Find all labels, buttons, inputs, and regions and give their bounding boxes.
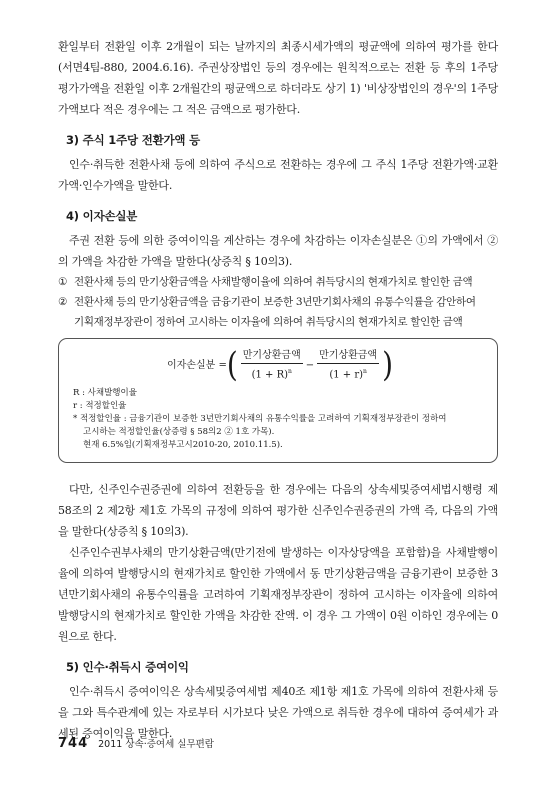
paragraph-warrant: 다만, 신주인수권증권에 의하여 전환등을 한 경우에는 다음의 상속세및증여세법시행령 제58조의 2 제2항 제1호 가목의 규정에 의하여 평가한 신주인수권증권의 가액 즉, 다음의 가액을 말한다(상증칙 § 10의3).: [58, 483, 498, 539]
definition-r: r : 적정할인율: [73, 401, 127, 412]
formula-fraction-1: [241, 349, 303, 381]
formula-fraction-2: [317, 349, 379, 381]
formula-numerator: 만기상환금액: [241, 349, 303, 364]
page-number: 744: [58, 736, 89, 751]
paragraph-conversion-price: 인수·취득한 전환사채 등에 의하여 주식으로 전환하는 경우에 그 주식 1주당 전환가액·교환가액·인수가액을 말한다.: [58, 158, 498, 192]
heading-3: 3) 주식 1주당 전환가액 등: [66, 133, 201, 147]
formula-open-paren: (: [226, 344, 238, 385]
footnote-line-2: 고시하는 적정할인율(상증령 § 58의2 ② 1호 가목).: [83, 427, 275, 438]
interest-loss-list: [58, 272, 498, 332]
page-body: [58, 36, 498, 744]
paragraph-bond-with-warrant: 신주인수권부사채의 만기상환금액(만기전에 발생하는 이자상당액을 포함함)을 사채발행이율에 의하여 발행당시의 현재가치로 할인한 가액에서 동 만기상환금액을 금융기관이 보증한 3년만기회사채의 유통수익률을 고려하여 기획재정부장관이 정하여 고시하는 이자율에 의하여 발행당시의 현재가치로 할인한 가액을 차감한 잔액. 이 경우 그 가액이 0원 이하인 경우에는 0원으로 한다.: [58, 546, 498, 644]
interest-loss-formula: [73, 344, 487, 385]
list-item-text: 전환사채 등의 만기상환금액을 사채발행이율에 의하여 취득당시의 현재가치로 할인한 금액: [74, 276, 473, 288]
formula-denominator: $(1 + r)^n$: [329, 368, 367, 381]
paragraph-interest-loss: 주권 전환 등에 의한 증여이익을 계산하는 경우에 차감하는 이자손실분은 ①의 가액에서 ②의 가액을 차감한 가액을 말한다(상증칙 § 10의3).: [58, 234, 498, 268]
list-item: [58, 272, 498, 292]
paragraph-acquisition-gain: 인수·취득시 증여이익은 상속세및증여세법 제40조 제1항 제1호 가목에 의하여 전환사채 등을 그와 특수관계에 있는 자로부터 시가보다 낮은 가액으로 취득한 경우에 대하여 증여세가 과세된 증여이익을 말한다.: [58, 685, 498, 741]
paragraph-intro: 환일부터 전환일 이후 2개월이 되는 날까지의 최종시세가액의 평균액에 의하여 평가를 한다(서면4팀-880, 2004.6.16). 주권상장법인 등의 경우에는 원칙적으로는 전환 등 후의 1주당 평가가액을 전환일 이후 2개월간의 평균액으로 하더라도 상기 1) '비상장법인의 경우'의 1주당 가액보다 적은 경우에는 그 적은 금액으로 평가한다.: [58, 40, 498, 116]
list-item-continuation: 기획재정부장관이 정하여 고시하는 이자율에 의하여 취득당시의 현재가치로 할인한 금액: [74, 316, 463, 328]
page-footer: [58, 736, 214, 751]
definition-R: R : 사채발행이율: [73, 388, 137, 399]
footnote-line-3: 현재 6.5%임(기획재정부고시2010-20, 2010.11.5).: [83, 440, 283, 451]
heading-4: 4) 이자손실분: [66, 209, 138, 223]
formula-lhs: 이자손실분 =: [166, 359, 227, 371]
formula-box: [58, 338, 498, 463]
list-item-number: ①: [58, 276, 68, 288]
footer-title: 2011 상속·증여세 실무편람: [98, 739, 214, 750]
formula-minus: −: [305, 359, 315, 371]
heading-5: 5) 인수·취득시 증여이익: [66, 660, 189, 675]
formula-denominator: $(1 + R)^n$: [251, 368, 292, 381]
list-item: [58, 292, 498, 312]
list-item-text: 전환사채 등의 만기상환금액을 금융기관이 보증한 3년만기회사채의 유통수익률을 감안하여: [74, 296, 476, 308]
formula-numerator: 만기상환금액: [317, 349, 379, 364]
list-item-number: ②: [58, 296, 68, 308]
footnote-line-1: * 적정할인율 : 금융기관이 보증한 3년만기회사채의 유통수익률을 고려하여 기획재정부장관이 정하여: [73, 414, 447, 425]
formula-close-paren: ): [382, 344, 394, 385]
